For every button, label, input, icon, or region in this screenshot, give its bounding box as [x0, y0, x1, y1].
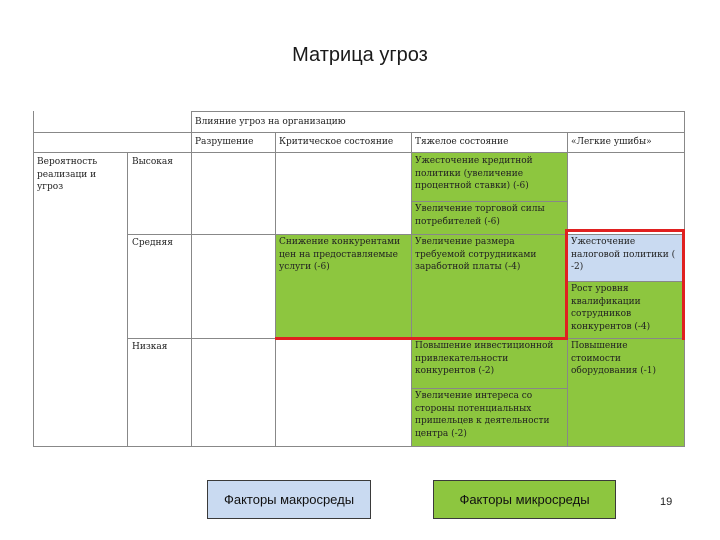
column-header-destruction: Разрушение: [195, 137, 254, 147]
legend-micro-label: Факторы микросреды: [459, 492, 590, 507]
legend-micro: [433, 480, 616, 519]
row-axis-label: Вероятность реализаци и угроз: [37, 157, 98, 192]
grid-line: [411, 132, 412, 447]
risk-boundary-line: [565, 229, 568, 340]
grid-line: [411, 388, 567, 389]
cell-mid-light-2: Рост уровня квалификации сотрудников конкурентов (-4): [567, 281, 684, 338]
legend-macro: [207, 480, 371, 519]
row-header-low: Низкая: [132, 342, 168, 352]
grid-line: [127, 152, 128, 447]
grid-line: [33, 446, 684, 447]
column-header-heavy: Тяжелое состояние: [415, 137, 509, 147]
legend-macro-label: Факторы макросреды: [223, 492, 355, 507]
slide-title: Матрица угроз: [292, 44, 428, 66]
cell-low-heavy-2: Увеличение интереса со стороны потенциальных пришельцев к деятельности центра (-2): [411, 388, 567, 446]
page-number: 19: [660, 496, 673, 508]
grid-line: [33, 152, 684, 153]
cell-high-heavy-2: Увеличение торговой силы потребителей (-6): [411, 201, 567, 234]
risk-boundary-line: [567, 229, 685, 232]
risk-boundary-line: [682, 229, 685, 340]
header-influence: Влияние угроз на организацию: [195, 117, 346, 127]
grid-line: [33, 132, 684, 133]
grid-line: [275, 132, 276, 447]
grid-line: [411, 201, 567, 202]
row-header-high: Высокая: [132, 157, 173, 167]
grid-line: [191, 111, 684, 112]
cell-mid-light-1: Ужесточение налоговой политики ( -2): [567, 234, 684, 281]
cell-low-light-1: Повышение стоимости оборудования (-1): [567, 338, 684, 446]
cell-low-heavy-1: Повышение инвестиционной привлекательности конкурентов (-2): [411, 338, 567, 388]
grid-line: [567, 281, 684, 282]
column-header-light: «Легкие ушибы»: [571, 137, 652, 147]
row-header-medium: Средняя: [132, 238, 173, 248]
cell-mid-heavy: Увеличение размера требуемой сотрудниками заработной платы (-4): [411, 234, 567, 338]
column-header-critical: Критическое состояние: [279, 137, 394, 147]
cell-mid-critical: Снижение конкурентами цен на предоставляемые услуги (-6): [275, 234, 411, 338]
grid-line: [191, 111, 192, 447]
grid-line: [33, 111, 34, 447]
cell-high-heavy-1: Ужесточение кредитной политики (увеличение процентной ставки) (-6): [411, 153, 567, 201]
risk-boundary-line: [275, 337, 568, 340]
grid-line: [127, 234, 684, 235]
